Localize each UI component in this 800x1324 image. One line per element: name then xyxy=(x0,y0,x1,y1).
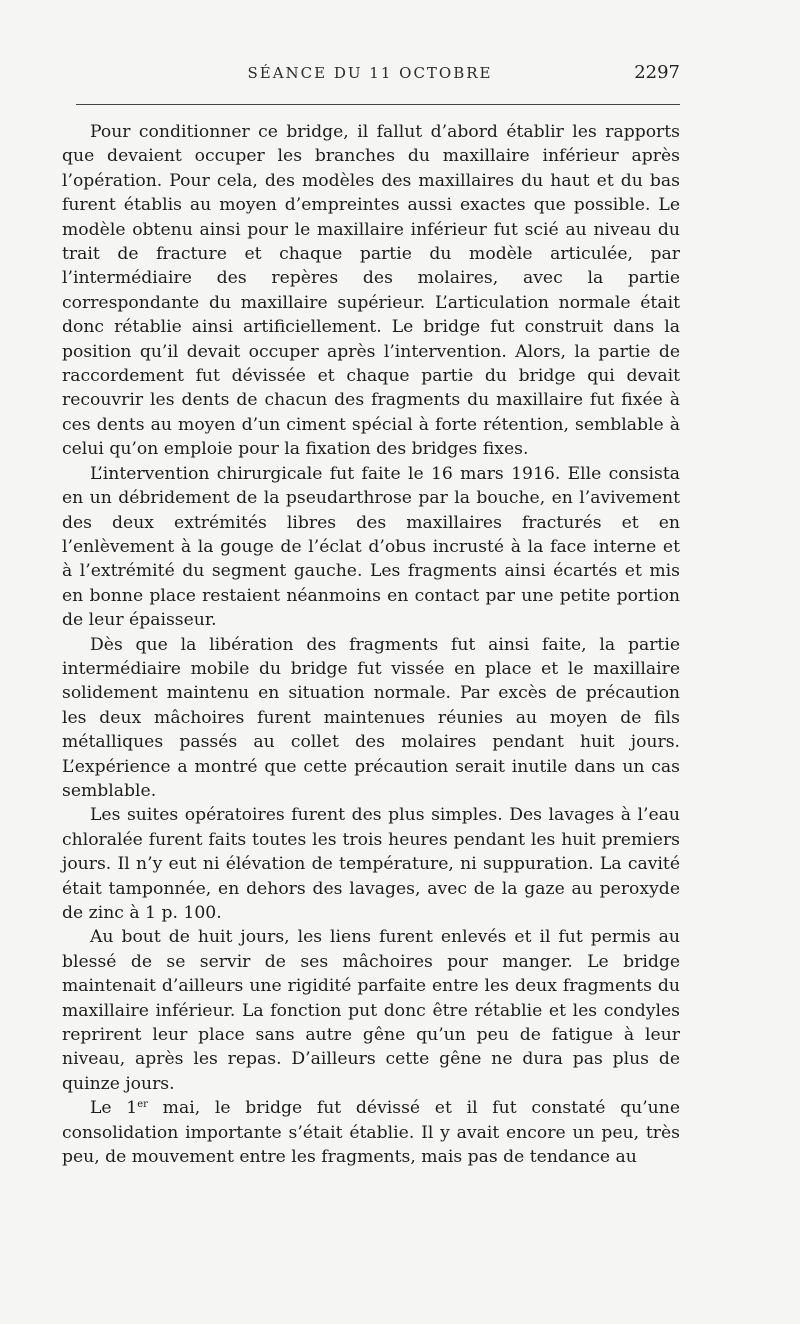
body-text xyxy=(62,120,680,1169)
paragraph: Les suites opératoires furent des plus simples. Des lavages à l’eau chloralée furent faits toutes les trois heures pendant les huit premiers jours. Il n’y eut ni élévation de température, ni suppuration. La cavité était tamponnée, en dehors des lavages, avec de la gaze au peroxyde de zinc à 1 p. 100. xyxy=(62,805,680,923)
paragraph-lead: Le 1 xyxy=(90,1098,138,1119)
paragraph-last xyxy=(62,1096,680,1169)
running-head xyxy=(60,64,680,94)
ordinal-superscript: er xyxy=(137,1099,148,1111)
paragraph: Au bout de huit jours, les liens furent enlevés et il fut permis au blessé de se servir de ses mâchoires pour manger. Le bridge maintenait d’ailleurs une rigidité parfaite entre les deux fragments du maxillaire inférieur. La fonction put donc être rétablie et les condyles reprirent leur place sans autre gêne qu’un peu de fatigue à leur niveau, après les repas. D’ailleurs cette gêne ne dura pas plus de quinze jours. xyxy=(62,927,680,1094)
paragraph: Pour conditionner ce bridge, il fallut d’abord établir les rapports que devaient occuper les branches du maxillaire inférieur après l’opération. Pour cela, des modèles des maxillaires du haut et du bas furent établis au moyen d’empreintes aussi exactes que possible. Le modèle obtenu ainsi pour le maxillaire inférieur fut scié au niveau du trait de fracture et chaque partie du modèle articulée, par l’intermédiaire des repères des molaires, avec la partie correspondante du maxillaire supérieur. L’articulation normale était donc rétablie ainsi artificiellement. Le bridge fut construit dans la position qu’il devait occuper après l’intervention. Alors, la partie de raccordement fut dévissée et chaque partie du bridge qui devait recouvrir les dents de chacun des fragments du maxillaire fut fixée à ces dents au moyen d’un ciment spécial à forte rétention, semblable à celui qu’on emploie pour la fixation des bridges fixes. xyxy=(62,122,680,460)
paragraph: Dès que la libération des fragments fut ainsi faite, la partie intermédiaire mobile du bridge fut vissée en place et le maxillaire solidement maintenu en situation normale. Par excès de précaution les deux mâchoires furent maintenues réunies au moyen de fils métalliques passés au collet des molaires pendant huit jours. L’expérience a montré que cette précaution serait inutile dans un cas semblable. xyxy=(62,634,680,801)
header-rule xyxy=(76,104,680,105)
paragraph: L’intervention chirurgicale fut faite le 16 mars 1916. Elle consista en un débridement de la pseudarthrose par la bouche, en l’avivement des deux extrémités libres des maxillaires fracturés et en l’enlèvement à la gouge de l’éclat d’obus incrusté à la face interne et à l’extrémité du segment gauche. Les fragments ainsi écartés et mis en bonne place restaient néanmoins en contact par une petite portion de leur épaisseur. xyxy=(62,463,680,631)
running-title: SÉANCE DU 11 OCTOBRE xyxy=(247,64,493,82)
paragraph-rest: mai, le bridge fut dévissé et il fut constaté qu’une consolidation importante s’était établie. Il y avait encore un peu, très peu, de mouvement entre les fragments, mais pas de tendance au xyxy=(62,1098,680,1168)
page-number: 2297 xyxy=(634,62,680,83)
